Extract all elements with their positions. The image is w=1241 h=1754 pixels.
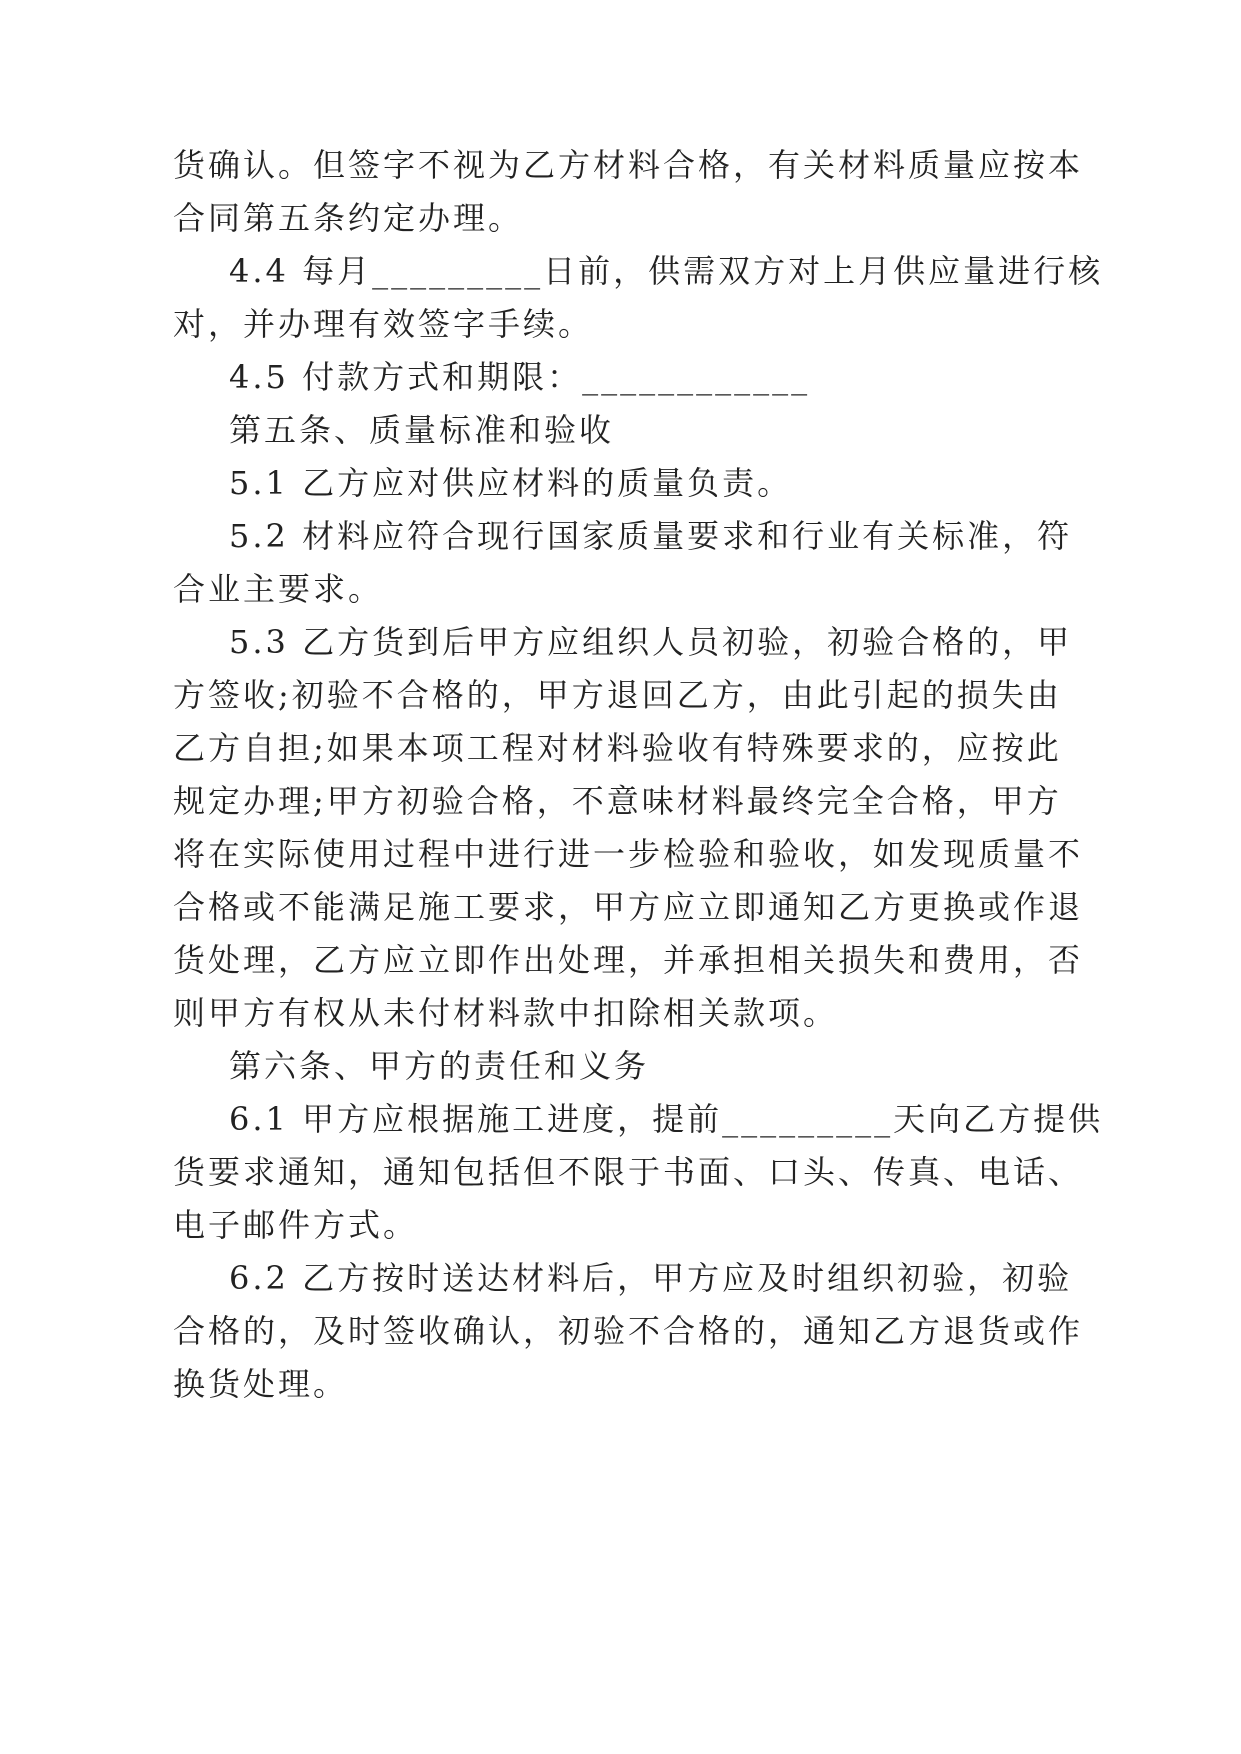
text-line: 乙方自担;如果本项工程对材料验收有特殊要求的，应按此 — [173, 729, 1062, 767]
text-line: 则甲方有权从未付材料款中扣除相关款项。 — [173, 994, 839, 1032]
text-line: 5.1 乙方应对供应材料的质量负责。 — [229, 464, 793, 502]
text-line: 货要求通知，通知包括但不限于书面、口头、传真、电话、 — [173, 1153, 1084, 1191]
text-line: 合同第五条约定办理。 — [173, 199, 524, 237]
text-line: 货处理，乙方应立即作出处理，并承担相关损失和费用，否 — [173, 941, 1084, 979]
text-line: 5.3 乙方货到后甲方应组织人员初验，初验合格的，甲 — [229, 623, 1073, 661]
text-line: 对，并办理有效签字手续。 — [173, 305, 594, 343]
section-heading: 第六条、甲方的责任和义务 — [229, 1047, 650, 1085]
text-line: 6.2 乙方按时送达材料后，甲方应及时组织初验，初验 — [229, 1259, 1073, 1297]
text-line: 方签收;初验不合格的，甲方退回乙方，由此引起的损失由 — [173, 676, 1062, 714]
text-line: 5.2 材料应符合现行国家质量要求和行业有关标准，符 — [229, 517, 1073, 555]
text-line: 将在实际使用过程中进行进一步检验和验收，如发现质量不 — [173, 835, 1084, 873]
text-line: 4.4 每月_________日前，供需双方对上月供应量进行核 — [229, 252, 1104, 290]
section-heading: 第五条、质量标准和验收 — [229, 411, 615, 449]
text-line: 6.1 甲方应根据施工进度，提前_________天向乙方提供 — [229, 1100, 1104, 1138]
text-line: 4.5 付款方式和期限：____________ — [229, 358, 811, 396]
text-line: 电子邮件方式。 — [173, 1206, 419, 1244]
text-line: 合格的，及时签收确认，初验不合格的，通知乙方退货或作 — [173, 1312, 1084, 1350]
text-line: 合业主要求。 — [173, 570, 384, 608]
text-line: 合格或不能满足施工要求，甲方应立即通知乙方更换或作退 — [173, 888, 1084, 926]
text-line: 换货处理。 — [173, 1365, 349, 1403]
text-line: 规定办理;甲方初验合格，不意味材料最终完全合格，甲方 — [173, 782, 1062, 820]
text-line: 货确认。但签字不视为乙方材料合格，有关材料质量应按本 — [173, 146, 1084, 184]
